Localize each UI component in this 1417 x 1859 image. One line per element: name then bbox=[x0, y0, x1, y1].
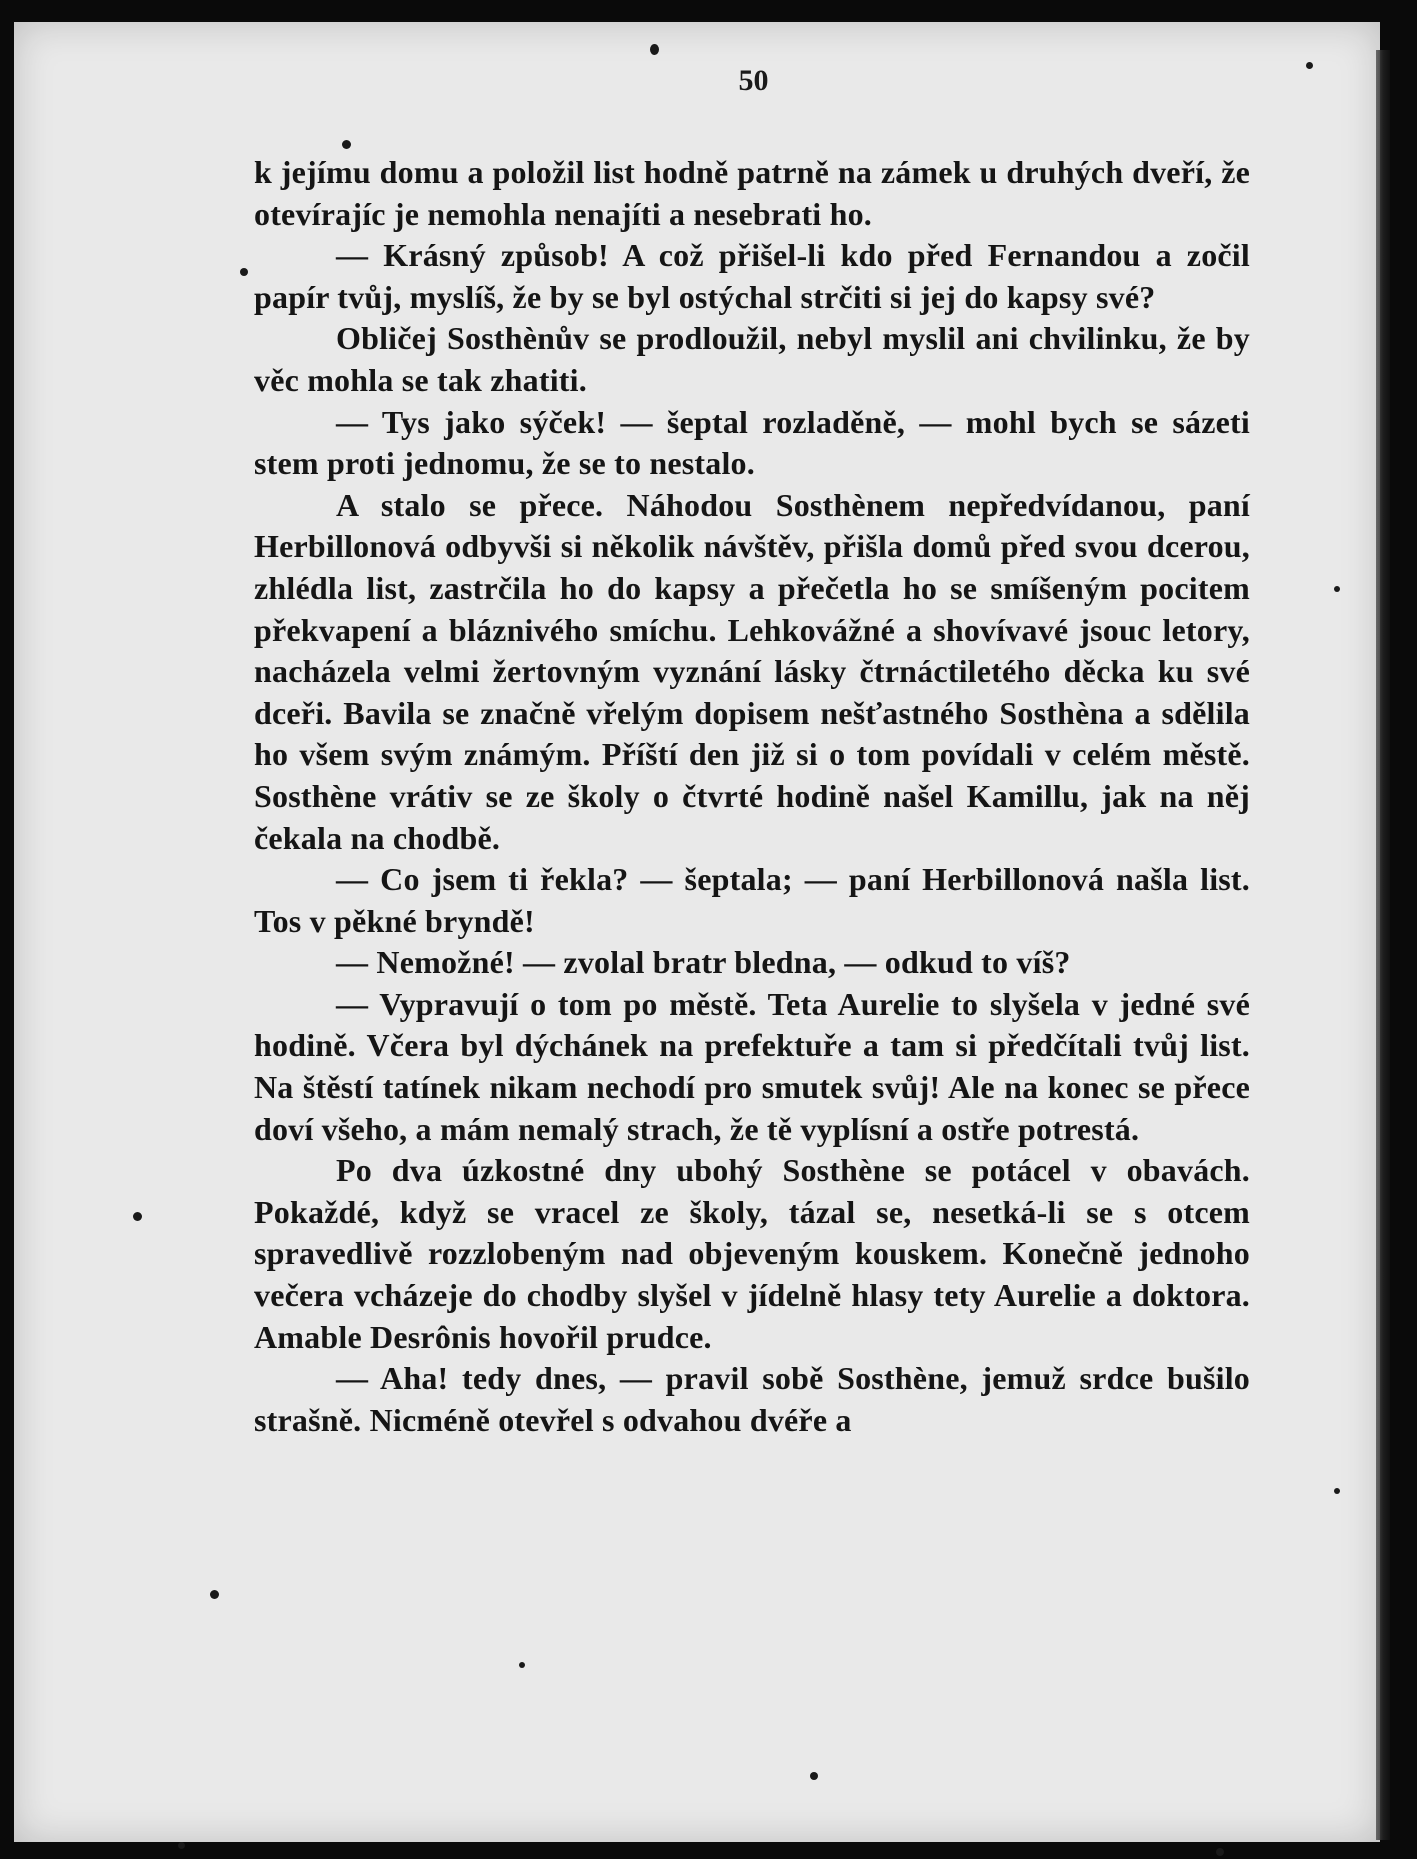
body-text bbox=[254, 152, 1250, 1441]
scan-speck bbox=[240, 268, 248, 276]
scan-speck bbox=[1334, 586, 1340, 592]
paragraph: — Tys jako sýček! — šeptal rozladěně, — mohl bych se sázeti stem proti jednomu, že se to nestalo. bbox=[254, 403, 1250, 482]
paragraph: — Vypravují o tom po městě. Teta Aurelie to slyšela v jedné své hodině. Včera byl dýchánek na prefektuře a tam si předčítali tvůj list. Na štěstí tatínek nikam nechodí pro smutek svůj! Ale na konec se přece doví všeho, a mám nemalý strach, že tě vyplísní a ostře potrestá. bbox=[254, 985, 1250, 1147]
binding-edge bbox=[1376, 50, 1390, 1840]
scan-speck bbox=[650, 44, 659, 55]
scan-speck bbox=[1216, 1848, 1224, 1856]
paragraph: — Krásný způsob! A což přišel-li kdo před Fernandou a zočil papír tvůj, myslíš, že by se byl ostýchal strčiti si jej do kapsy své? bbox=[254, 237, 1250, 315]
scan-speck bbox=[342, 140, 351, 149]
scan-speck bbox=[519, 1662, 525, 1668]
page-number: 50 bbox=[738, 64, 769, 97]
paragraph: A stalo se přece. Náhodou Sosthènem nepředvídanou, paní Herbillonová odbyvši si několik návštěv, přišla domů před svou dcerou, zhlédla list, zastrčila ho do kapsy a přečetla ho se smíšeným pocitem překvapení a bláznivého smíchu. Lehkovážné a shovívavé jsouc letory, nacházela velmi žertovným vyznání lásky čtrnáctiletého děcka ku své dceři. Bavila se značně vřelým dopisem nešťastného Sosthèna a sdělila ho všem svým známým. Příští den již si o tom povídali v celém městě. Sosthène vrátiv se ze školy o čtvrté hodině našel Kamillu, jak na něj čekala na chodbě. bbox=[254, 486, 1250, 856]
scan-speck bbox=[133, 1212, 142, 1221]
scan-speck bbox=[810, 1772, 818, 1780]
scan-speck bbox=[1334, 1488, 1340, 1494]
paragraph: — Aha! tedy dnes, — pravil sobě Sosthène, jemuž srdce bušilo strašně. Nicméně otevřel s odvahou dvéře a bbox=[254, 1360, 1250, 1438]
paragraph: — Co jsem ti řekla? — šeptala; — paní Herbillonová našla list. Tos v pěkné bryndě! bbox=[254, 861, 1250, 939]
paragraph: Obličej Sosthènův se prodloužil, nebyl myslil ani chvilinku, že by věc mohla se tak zhatiti. bbox=[254, 320, 1250, 398]
scan-speck bbox=[210, 1590, 219, 1599]
paragraph: — Nemožné! — zvolal bratr bledna, — odkud to víš? bbox=[336, 944, 1071, 981]
paragraph: k jejímu domu a položil list hodně patrně na zámek u druhých dveří, že otevírajíc je nemohla nenajíti a nesebrati ho. bbox=[254, 154, 1250, 232]
paragraph: Po dva úzkostné dny ubohý Sosthène se potácel v obavách. Pokaždé, když se vracel ze školy, tázal se, nesetká-li se s otcem spravedlivě rozzlobeným nad objeveným kouskem. Konečně jednoho večera vcházeje do chodby slyšel v jídelně hlasy tety Aurelie a doktora. Amable Desrônis hovořil prudce. bbox=[254, 1152, 1250, 1355]
scan-speck bbox=[178, 1842, 185, 1849]
